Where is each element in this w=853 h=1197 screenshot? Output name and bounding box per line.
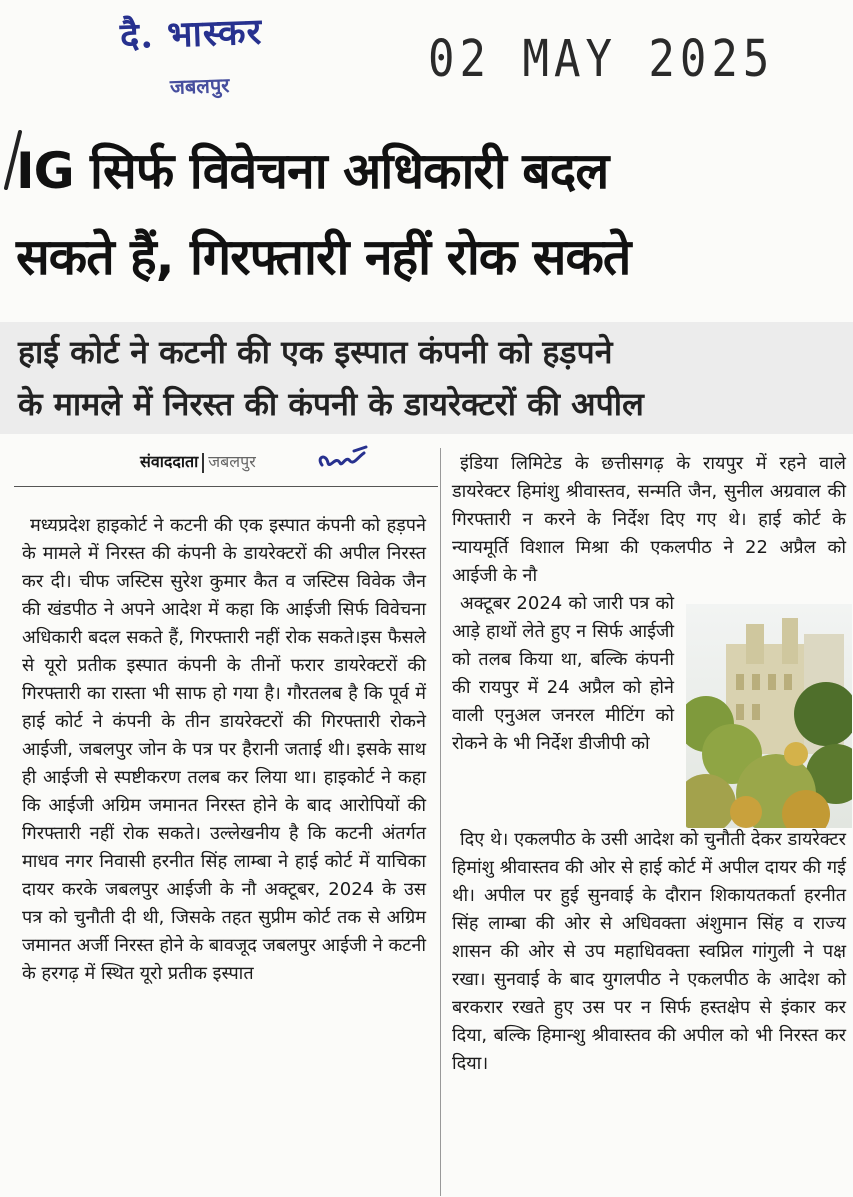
headline-line-1: IG सिर्फ विवेचना अधिकारी बदल [16, 142, 609, 200]
subheadline-line-2: के मामले में निरस्त की कंपनी के डायरेक्टरों की अपील [18, 385, 644, 423]
byline-divider [14, 486, 438, 487]
article-column-right-top [452, 450, 846, 590]
subheadline-line-1: हाई कोर्ट ने कटनी की एक इस्पात कंपनी को हड़पने [18, 333, 613, 371]
byline-city: जबलपुर [208, 452, 256, 471]
date-stamp: 02 MAY 2025 [428, 30, 775, 89]
article-paragraph: मध्यप्रदेश हाइकोर्ट ने कटनी की एक इस्पात कंपनी को हड़पने के मामले में निरस्त की कंपनी के डायरेक्टरों की अपील निरस्त कर दी। चीफ जस्टिस सुरेश कुमार कैत व जस्टिस विवेक जैन की खंडपीठ ने अपने आदेश में कहा कि आईजी सिर्फ विवेचना अधिकारी बदल सकते हैं, गिरफ्तारी नहीं रोक सकते।इस फैसले से यूरो प्रतीक इस्पात कंपनी के तीनों फरार डायरेक्टरों की गिरफ्तारी का रास्ता भी साफ हो गया है। गौरतलब है कि पूर्व में हाई कोर्ट ने कंपनी के तीन डायरेक्टरों की गिरफ्तारी रोकने आईजी, जबलपुर जोन के पत्र पर हैरानी जताई थी। इसके साथ ही आईजी से स्पष्टीकरण तलब कर लिया था। हाइकोर्ट ने कहा कि आईजी अग्रिम जमानत निरस्त होने के बाद आरोपियों की गिरफ्तारी नहीं रोक सकते। उल्लेखनीय है कि कटनी अंतर्गत माधव नगर निवासी हरनीत सिंह लाम्बा ने हाई कोर्ट में याचिका दायर करके जबलपुर आईजी के नौ अक्टूबर, 2024 के उस पत्र को चुनौती दी थी, जिसके तहत सुप्रीम कोर्ट तक से अग्रिम जमानत अर्जी निरस्त होने के बावजूद जबलपुर आईजी ने कटनी के हरगढ़ में स्थित यूरो प्रतीक इस्पात [22, 515, 426, 984]
headline [16, 128, 844, 300]
headline-line-2: सकते हैं, गिरफ्तारी नहीं रोक सकते [16, 228, 631, 286]
article-column-right-bottom [452, 826, 846, 1078]
article-paragraph: अक्टूबर 2024 को जारी पत्र को आड़े हाथों लेते हुए न सिर्फ आईजी को तलब किया था, बल्कि कंपनी की रायपुर में 24 अप्रैल को होने वाली एनुअल जनरल मीटिंग को रोकने के भी निर्देश डीजीपी को [452, 593, 674, 754]
byline [140, 450, 256, 473]
subheadline [0, 322, 853, 434]
byline-reporter: संवाददाता [140, 452, 199, 471]
masthead-paper-name: दै. भास्कर [119, 10, 263, 58]
article-column-left [22, 512, 426, 988]
high-court-photo [686, 604, 852, 828]
article-paragraph: दिए थे। एकलपीठ के उसी आदेश को चुनौती देकर डायरेक्टर हिमांशु श्रीवास्तव की ओर से हाई कोर्ट में अपील दायर की गई थी। अपील पर हुई सुनवाई के दौरान शिकायतकर्ता हरनीत सिंह लाम्बा की ओर से अधिवक्ता अंशुमान सिंह व राज्य शासन की ओर से उप महाधिवक्ता स्वप्निल गांगुली ने पक्ष रखा। सुनवाई के बाद युगलपीठ ने एकलपीठ के आदेश को बरकरार रखते हुए उस पर न सिर्फ हस्तक्षेप से इंकार कर दिया, बल्कि हिमान्शु श्रीवास्तव की अपील को भी निरस्त कर दिया। [452, 829, 846, 1074]
article-paragraph: इंडिया लिमिटेड के छत्तीसगढ़ के रायपुर में रहने वाले डायरेक्टर हिमांशु श्रीवास्तव, सन्मति जैन, सुनील अग्रवाल की गिरफ्तारी न करने के निर्देश दिए गए थे। हाई कोर्ट के न्यायमूर्ति विशाल मिश्रा की एकलपीठ ने 22 अप्रैल को आईजी के नौ [452, 453, 846, 586]
column-divider [440, 448, 441, 1196]
masthead-city: जबलपुर [169, 72, 230, 100]
article-column-right-side [452, 590, 674, 758]
court-building-image [686, 604, 852, 828]
byline-separator [202, 453, 204, 473]
handwritten-initials-icon [314, 443, 370, 477]
